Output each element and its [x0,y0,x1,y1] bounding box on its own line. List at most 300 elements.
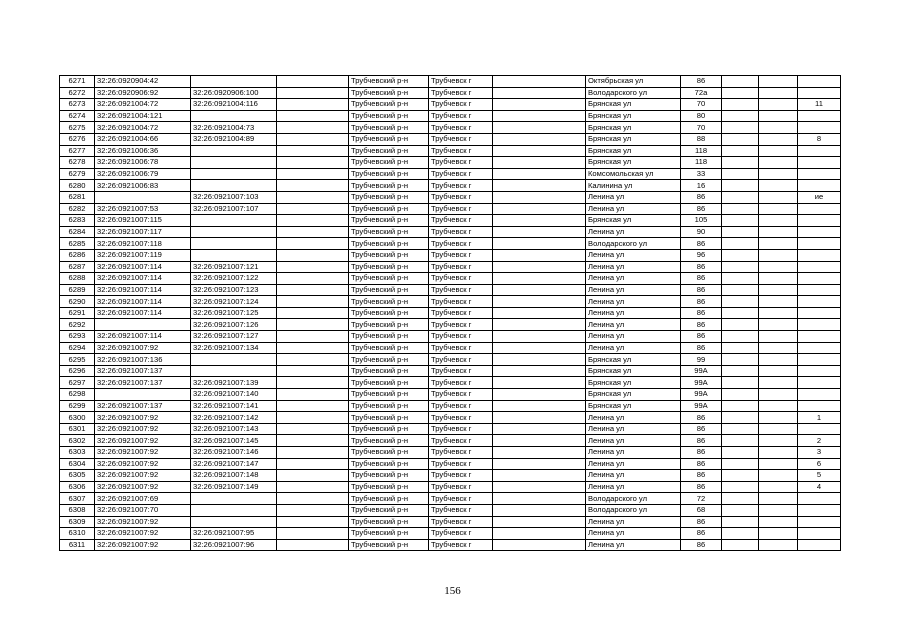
sub-cadastral-number-cell [191,145,277,157]
house-number-cell: 86 [681,447,722,459]
house-number-cell: 33 [681,168,722,180]
blank-cell [759,412,798,424]
blank-cell [493,87,586,99]
blank-cell [722,470,759,482]
extra-number-cell [798,296,841,308]
extra-number-cell [798,319,841,331]
blank-cell [277,342,349,354]
blank-cell [493,539,586,551]
extra-number-cell [798,307,841,319]
house-number-cell: 86 [681,284,722,296]
table-row [60,261,841,273]
district-cell: Трубчевский р-н [349,168,429,180]
table-row [60,273,841,285]
extra-number-cell [798,215,841,227]
blank-cell [722,435,759,447]
blank-cell [759,447,798,459]
extra-number-cell [798,331,841,343]
cadastral-number-cell: 32:26:0921007:119 [95,249,191,261]
blank-cell [277,76,349,88]
sub-cadastral-number-cell: 32:26:0920906:100 [191,87,277,99]
blank-cell [493,191,586,203]
street-cell: Калинина ул [586,180,681,192]
cadastral-number-cell: 32:26:0921007:137 [95,365,191,377]
district-cell: Трубчевский р-н [349,354,429,366]
blank-cell [722,481,759,493]
house-number-cell: 86 [681,319,722,331]
sub-cadastral-number-cell: 32:26:0921004:116 [191,99,277,111]
blank-cell [722,122,759,134]
blank-cell [722,493,759,505]
city-cell: Трубчевск г [429,365,493,377]
sub-cadastral-number-cell: 32:26:0921007:95 [191,528,277,540]
sub-cadastral-number-cell [191,504,277,516]
blank-cell [277,215,349,227]
city-cell: Трубчевск г [429,145,493,157]
cadastral-number-cell: 32:26:0921007:92 [95,516,191,528]
cadastral-number-cell: 32:26:0921007:136 [95,354,191,366]
sub-cadastral-number-cell: 32:26:0921007:103 [191,191,277,203]
house-number-cell: 86 [681,273,722,285]
blank-cell [759,516,798,528]
blank-cell [722,273,759,285]
table-row [60,528,841,540]
district-cell: Трубчевский р-н [349,412,429,424]
street-cell: Ленина ул [586,539,681,551]
table-row [60,319,841,331]
cadastral-number-cell: 32:26:0921004:72 [95,99,191,111]
table-row [60,249,841,261]
blank-cell [722,447,759,459]
blank-cell [493,296,586,308]
sub-cadastral-number-cell [191,76,277,88]
street-cell: Ленина ул [586,261,681,273]
sub-cadastral-number-cell [191,493,277,505]
extra-number-cell [798,493,841,505]
cadastral-number-cell: 32:26:0921007:92 [95,412,191,424]
house-number-cell: 86 [681,423,722,435]
sub-cadastral-number-cell: 32:26:0921007:149 [191,481,277,493]
sub-cadastral-number-cell: 32:26:0921007:143 [191,423,277,435]
blank-cell [277,365,349,377]
cadastral-number-cell: 32:26:0921007:114 [95,331,191,343]
sub-cadastral-number-cell [191,110,277,122]
table-row [60,122,841,134]
city-cell: Трубчевск г [429,342,493,354]
blank-cell [277,307,349,319]
table-row [60,458,841,470]
cadastral-number-cell: 32:26:0921007:114 [95,273,191,285]
city-cell: Трубчевск г [429,249,493,261]
blank-cell [277,273,349,285]
district-cell: Трубчевский р-н [349,481,429,493]
row-number-cell: 6299 [60,400,95,412]
row-number-cell: 6282 [60,203,95,215]
blank-cell [493,528,586,540]
street-cell: Ленина ул [586,273,681,285]
sub-cadastral-number-cell: 32:26:0921007:139 [191,377,277,389]
blank-cell [759,157,798,169]
blank-cell [722,400,759,412]
table-row [60,470,841,482]
street-cell: Володарского ул [586,504,681,516]
street-cell: Брянская ул [586,400,681,412]
district-cell: Трубчевский р-н [349,470,429,482]
blank-cell [277,435,349,447]
extra-number-cell [798,389,841,401]
blank-cell [277,412,349,424]
row-number-cell: 6276 [60,133,95,145]
blank-cell [493,354,586,366]
blank-cell [277,516,349,528]
table-row [60,296,841,308]
table-row [60,342,841,354]
city-cell: Трубчевск г [429,481,493,493]
table-row [60,307,841,319]
blank-cell [493,342,586,354]
cadastral-number-cell: 32:26:0921007:92 [95,470,191,482]
blank-cell [722,342,759,354]
table-row [60,504,841,516]
cadastral-number-cell: 32:26:0921007:92 [95,435,191,447]
district-cell: Трубчевский р-н [349,273,429,285]
extra-number-cell [798,284,841,296]
blank-cell [493,226,586,238]
cadastral-number-cell: 32:26:0921004:72 [95,122,191,134]
blank-cell [277,157,349,169]
sub-cadastral-number-cell: 32:26:0921007:123 [191,284,277,296]
street-cell: Ленина ул [586,203,681,215]
city-cell: Трубчевск г [429,215,493,227]
extra-number-cell [798,342,841,354]
blank-cell [759,249,798,261]
cadastral-number-cell [95,319,191,331]
row-number-cell: 6289 [60,284,95,296]
street-cell: Ленина ул [586,191,681,203]
blank-cell [277,249,349,261]
cadastral-number-cell: 32:26:0921007:117 [95,226,191,238]
street-cell: Ленина ул [586,458,681,470]
table-row [60,203,841,215]
blank-cell [493,331,586,343]
city-cell: Трубчевск г [429,273,493,285]
house-number-cell: 86 [681,528,722,540]
extra-number-cell [798,249,841,261]
street-cell: Брянская ул [586,157,681,169]
row-number-cell: 6287 [60,261,95,273]
row-number-cell: 6275 [60,122,95,134]
blank-cell [722,226,759,238]
row-number-cell: 6296 [60,365,95,377]
cadastral-number-cell: 32:26:0921006:78 [95,157,191,169]
extra-number-cell [798,110,841,122]
row-number-cell: 6277 [60,145,95,157]
district-cell: Трубчевский р-н [349,377,429,389]
blank-cell [759,191,798,203]
row-number-cell: 6305 [60,470,95,482]
street-cell: Ленина ул [586,470,681,482]
blank-cell [759,226,798,238]
house-number-cell: 80 [681,110,722,122]
district-cell: Трубчевский р-н [349,365,429,377]
sub-cadastral-number-cell: 32:26:0921004:73 [191,122,277,134]
table-row [60,191,841,203]
street-cell: Брянская ул [586,365,681,377]
blank-cell [277,458,349,470]
house-number-cell: 118 [681,145,722,157]
district-cell: Трубчевский р-н [349,447,429,459]
row-number-cell: 6300 [60,412,95,424]
registry-table-body [60,76,841,551]
extra-number-cell [798,365,841,377]
cadastral-number-cell: 32:26:0920906:92 [95,87,191,99]
city-cell: Трубчевск г [429,458,493,470]
blank-cell [722,296,759,308]
table-row [60,412,841,424]
row-number-cell: 6306 [60,481,95,493]
blank-cell [722,516,759,528]
blank-cell [493,435,586,447]
blank-cell [493,76,586,88]
blank-cell [493,400,586,412]
blank-cell [722,458,759,470]
table-row [60,168,841,180]
cadastral-number-cell: 32:26:0921007:114 [95,261,191,273]
blank-cell [493,458,586,470]
district-cell: Трубчевский р-н [349,203,429,215]
blank-cell [493,481,586,493]
city-cell: Трубчевск г [429,191,493,203]
blank-cell [722,261,759,273]
blank-cell [759,354,798,366]
street-cell: Брянская ул [586,145,681,157]
house-number-cell: 86 [681,331,722,343]
blank-cell [277,528,349,540]
cadastral-number-cell: 32:26:0921007:70 [95,504,191,516]
table-row [60,423,841,435]
table-row [60,110,841,122]
extra-number-cell: ие [798,191,841,203]
cadastral-number-cell: 32:26:0921007:114 [95,307,191,319]
blank-cell [493,110,586,122]
extra-number-cell [798,261,841,273]
blank-cell [722,157,759,169]
district-cell: Трубчевский р-н [349,110,429,122]
house-number-cell: 86 [681,238,722,250]
street-cell: Брянская ул [586,389,681,401]
row-number-cell: 6303 [60,447,95,459]
row-number-cell: 6308 [60,504,95,516]
blank-cell [759,400,798,412]
row-number-cell: 6304 [60,458,95,470]
table-row [60,226,841,238]
street-cell: Ленина ул [586,226,681,238]
blank-cell [493,423,586,435]
house-number-cell: 99А [681,365,722,377]
blank-cell [722,215,759,227]
blank-cell [493,516,586,528]
blank-cell [759,481,798,493]
city-cell: Трубчевск г [429,539,493,551]
table-row [60,215,841,227]
row-number-cell: 6291 [60,307,95,319]
blank-cell [493,168,586,180]
city-cell: Трубчевск г [429,99,493,111]
extra-number-cell [798,168,841,180]
blank-cell [759,215,798,227]
city-cell: Трубчевск г [429,168,493,180]
district-cell: Трубчевский р-н [349,238,429,250]
city-cell: Трубчевск г [429,354,493,366]
blank-cell [759,389,798,401]
street-cell: Ленина ул [586,435,681,447]
blank-cell [759,145,798,157]
sub-cadastral-number-cell: 32:26:0921007:96 [191,539,277,551]
extra-number-cell [798,354,841,366]
blank-cell [759,180,798,192]
district-cell: Трубчевский р-н [349,342,429,354]
extra-number-cell [798,377,841,389]
blank-cell [722,412,759,424]
sub-cadastral-number-cell: 32:26:0921007:126 [191,319,277,331]
row-number-cell: 6286 [60,249,95,261]
sub-cadastral-number-cell: 32:26:0921007:140 [191,389,277,401]
blank-cell [722,504,759,516]
cadastral-number-cell: 32:26:0921007:114 [95,296,191,308]
blank-cell [759,261,798,273]
house-number-cell: 88 [681,133,722,145]
blank-cell [493,284,586,296]
extra-number-cell [798,180,841,192]
blank-cell [493,377,586,389]
city-cell: Трубчевск г [429,528,493,540]
blank-cell [493,261,586,273]
blank-cell [493,157,586,169]
street-cell: Володарского ул [586,493,681,505]
row-number-cell: 6301 [60,423,95,435]
blank-cell [277,145,349,157]
blank-cell [759,168,798,180]
blank-cell [759,319,798,331]
blank-cell [277,110,349,122]
blank-cell [277,226,349,238]
blank-cell [493,99,586,111]
extra-number-cell: 4 [798,481,841,493]
city-cell: Трубчевск г [429,307,493,319]
street-cell: Брянская ул [586,354,681,366]
extra-number-cell [798,87,841,99]
sub-cadastral-number-cell [191,249,277,261]
city-cell: Трубчевск г [429,284,493,296]
district-cell: Трубчевский р-н [349,400,429,412]
extra-number-cell [798,145,841,157]
house-number-cell: 99А [681,400,722,412]
blank-cell [277,191,349,203]
street-cell: Комсомольская ул [586,168,681,180]
blank-cell [759,99,798,111]
district-cell: Трубчевский р-н [349,76,429,88]
blank-cell [759,470,798,482]
blank-cell [277,319,349,331]
blank-cell [493,493,586,505]
house-number-cell: 86 [681,307,722,319]
blank-cell [493,319,586,331]
district-cell: Трубчевский р-н [349,435,429,447]
blank-cell [277,87,349,99]
house-number-cell: 86 [681,516,722,528]
city-cell: Трубчевск г [429,110,493,122]
blank-cell [493,412,586,424]
blank-cell [722,99,759,111]
cadastral-number-cell: 32:26:0921007:114 [95,284,191,296]
sub-cadastral-number-cell [191,168,277,180]
blank-cell [759,342,798,354]
house-number-cell: 70 [681,122,722,134]
blank-cell [277,331,349,343]
sub-cadastral-number-cell: 32:26:0921007:147 [191,458,277,470]
extra-number-cell: 5 [798,470,841,482]
city-cell: Трубчевск г [429,133,493,145]
blank-cell [759,528,798,540]
table-row [60,377,841,389]
row-number-cell: 6281 [60,191,95,203]
blank-cell [759,87,798,99]
blank-cell [722,377,759,389]
city-cell: Трубчевск г [429,447,493,459]
page-number: 156 [444,585,461,597]
district-cell: Трубчевский р-н [349,122,429,134]
cadastral-number-cell: 32:26:0921007:92 [95,458,191,470]
cadastral-number-cell: 32:26:0921007:69 [95,493,191,505]
blank-cell [277,423,349,435]
blank-cell [722,249,759,261]
city-cell: Трубчевск г [429,296,493,308]
cadastral-number-cell: 32:26:0921004:121 [95,110,191,122]
district-cell: Трубчевский р-н [349,215,429,227]
house-number-cell: 86 [681,458,722,470]
row-number-cell: 6272 [60,87,95,99]
blank-cell [277,284,349,296]
extra-number-cell [798,273,841,285]
cadastral-number-cell: 32:26:0921007:92 [95,447,191,459]
cadastral-number-cell: 32:26:0921007:137 [95,377,191,389]
city-cell: Трубчевск г [429,122,493,134]
city-cell: Трубчевск г [429,180,493,192]
blank-cell [493,203,586,215]
blank-cell [759,238,798,250]
cadastral-number-cell: 32:26:0921007:92 [95,539,191,551]
blank-cell [759,273,798,285]
street-cell: Володарского ул [586,87,681,99]
blank-cell [493,122,586,134]
city-cell: Трубчевск г [429,470,493,482]
sub-cadastral-number-cell: 32:26:0921007:124 [191,296,277,308]
extra-number-cell [798,76,841,88]
table-row [60,145,841,157]
sub-cadastral-number-cell: 32:26:0921007:145 [191,435,277,447]
sub-cadastral-number-cell: 32:26:0921007:141 [191,400,277,412]
sub-cadastral-number-cell: 32:26:0921007:121 [191,261,277,273]
sub-cadastral-number-cell [191,180,277,192]
city-cell: Трубчевск г [429,516,493,528]
street-cell: Ленина ул [586,319,681,331]
sub-cadastral-number-cell [191,516,277,528]
city-cell: Трубчевск г [429,261,493,273]
extra-number-cell: 3 [798,447,841,459]
row-number-cell: 6311 [60,539,95,551]
blank-cell [759,307,798,319]
blank-cell [722,168,759,180]
